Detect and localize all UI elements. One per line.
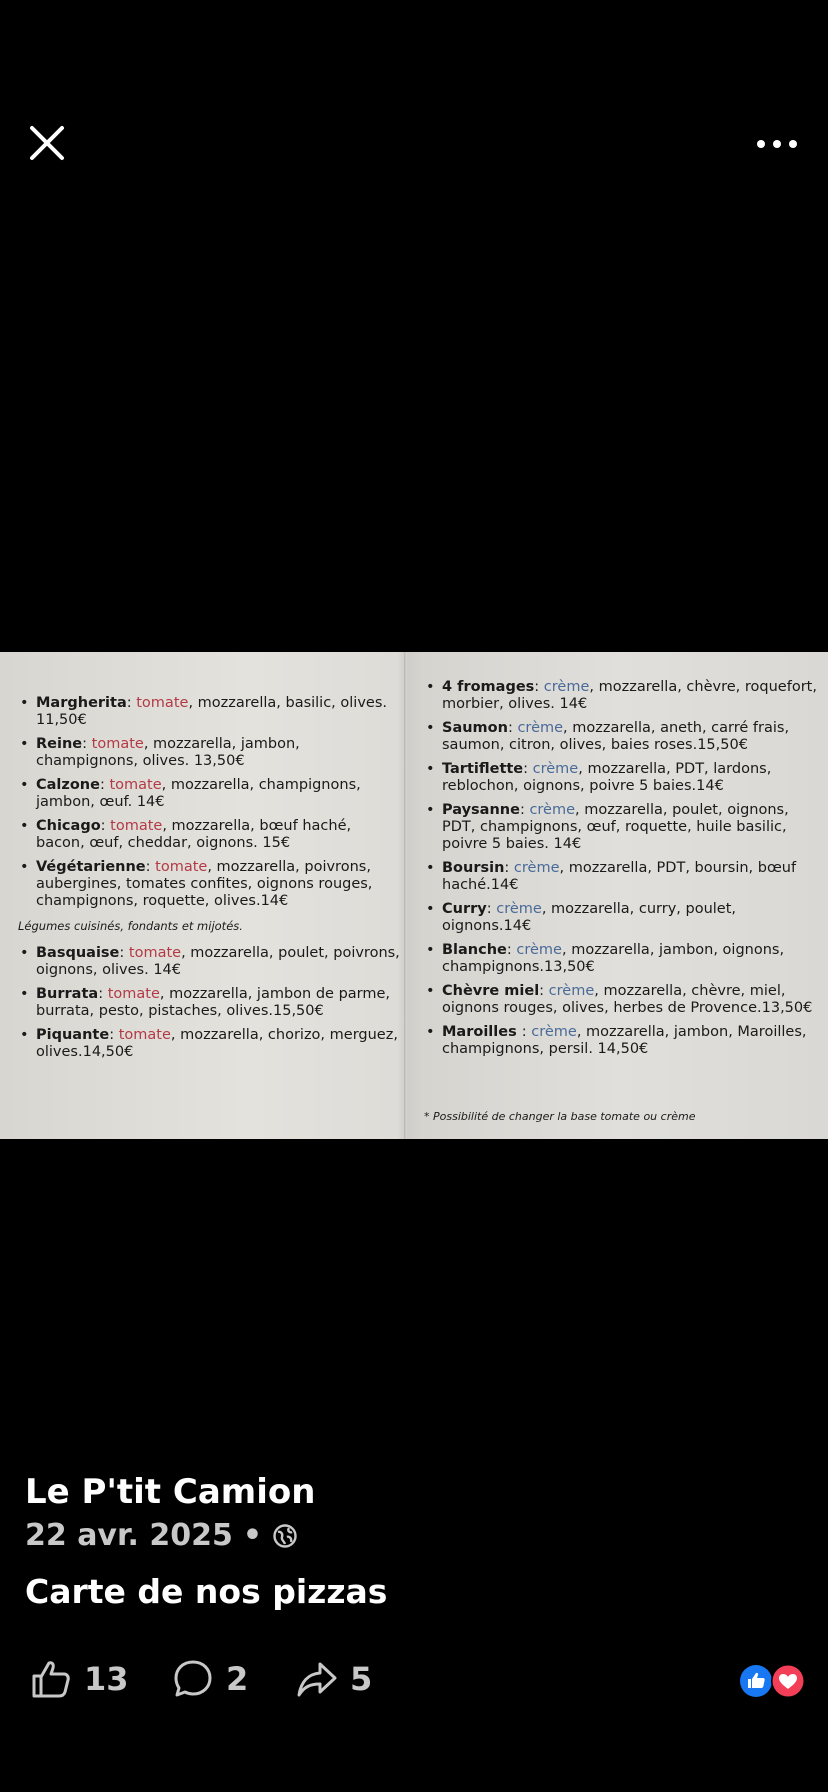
menu-item: • Saumon: crème, mozzarella, aneth, carré frais, saumon, citron, olives, baies roses.15,50€ — [426, 720, 790, 753]
pizza-name: Saumon — [442, 720, 508, 736]
like-button[interactable] — [30, 1658, 129, 1700]
pizza-name: Tartiflette — [442, 761, 524, 777]
pizza-name: Reine — [36, 736, 83, 752]
globe-icon — [272, 1523, 298, 1549]
pizza-name: Curry — [442, 901, 487, 917]
pizza-base: crème — [516, 942, 562, 958]
menu-column-left — [14, 695, 402, 1068]
comment-icon — [172, 1658, 214, 1700]
pizza-base: crème — [548, 983, 595, 999]
pizza-name: Calzone — [36, 777, 100, 793]
pizza-base: tomate — [109, 777, 162, 793]
menu-item: • Piquante: tomate, mozzarella, chorizo, merguez, olives.14,50€ — [20, 1027, 398, 1060]
menu-item: • Reine: tomate, mozzarella, jambon, champignons, olives. 13,50€ — [20, 736, 300, 769]
menu-item: • Paysanne: crème, mozzarella, poulet, oignons, PDT, champignons, œuf, roquette, huile basilic, poivre 5 baies. 14€ — [426, 802, 789, 852]
menu-item: • Chicago: tomate, mozzarella, bœuf haché, bacon, œuf, cheddar, oignons. 15€ — [20, 818, 352, 851]
pizza-desc: , mozzarella, chèvre, roquefort, morbier, olives. 14€ — [442, 679, 817, 712]
page-name-link[interactable]: Le P'tit Camion — [25, 1472, 316, 1512]
pizza-desc: , mozzarella, champignons, jambon, œuf. 14€ — [36, 777, 361, 810]
menu-item: • Boursin: crème, mozzarella, PDT, boursin, bœuf haché.14€ — [426, 860, 797, 893]
pizza-base: crème — [532, 761, 579, 777]
section-note: Légumes cuisinés, fondants et mijotés. — [18, 919, 243, 933]
pizza-base: tomate — [118, 1027, 171, 1043]
pizza-base: tomate — [110, 818, 163, 834]
more-options-button[interactable] — [752, 124, 802, 164]
menu-item: • Blanche: crème, mozzarella, jambon, oignons, champignons.13,50€ — [426, 942, 785, 975]
pizza-desc: , mozzarella, chèvre, miel, oignons rouges, olives, herbes de Provence.13,50€ — [442, 983, 813, 1016]
menu-item: • Calzone: tomate, mozzarella, champignons, jambon, œuf. 14€ — [20, 777, 361, 810]
pizza-base: tomate — [107, 986, 160, 1002]
pizza-name: Blanche — [442, 942, 507, 958]
pizza-name: Végétarienne — [36, 859, 146, 875]
close-icon — [22, 118, 72, 168]
like-count: 13 — [84, 1660, 129, 1698]
pizza-base: crème — [513, 860, 560, 876]
pizza-desc: , mozzarella, jambon, Maroilles, champignons, persil. 14,50€ — [442, 1024, 807, 1057]
pizza-base: crème — [531, 1024, 577, 1040]
close-button[interactable] — [22, 118, 72, 168]
pizza-desc: , mozzarella, PDT, boursin, bœuf haché.14€ — [442, 860, 797, 893]
pizza-desc: , mozzarella, bœuf haché, bacon, œuf, cheddar, oignons. 15€ — [36, 818, 352, 851]
pizza-name: Chèvre miel — [442, 983, 540, 999]
pizza-desc: , mozzarella, poulet, oignons, PDT, champignons, œuf, roquette, huile basilic, poivre 5 baies. 14€ — [442, 802, 789, 852]
pizza-name: Paysanne — [442, 802, 520, 818]
pizza-name: Margherita — [36, 695, 127, 711]
pizza-desc: , mozzarella, aneth, carré frais, saumon, citron, olives, baies roses.15,50€ — [442, 720, 790, 753]
menu-column-right — [420, 679, 820, 1065]
menu-item: • 4 fromages: crème, mozzarella, chèvre, roquefort, morbier, olives. 14€ — [426, 679, 817, 712]
comment-count: 2 — [226, 1660, 249, 1698]
comment-button[interactable] — [172, 1658, 248, 1700]
pizza-base: crème — [529, 802, 576, 818]
more-icon — [752, 124, 802, 164]
pizza-base: crème — [496, 901, 542, 917]
post-meta — [25, 1518, 298, 1553]
menu-item: • Burrata: tomate, mozzarella, jambon de parme, burrata, pesto, pistaches, olives.15,50€ — [20, 986, 391, 1019]
pizza-name: Maroilles — [442, 1024, 522, 1040]
menu-footnote: * Possibilité de changer la base tomate ou crème — [424, 1110, 696, 1123]
like-reaction-icon — [740, 1665, 772, 1697]
share-count: 5 — [350, 1660, 373, 1698]
meta-separator: • — [242, 1518, 263, 1553]
pizza-name: Basquaise — [36, 945, 120, 961]
pizza-desc: , mozzarella, PDT, lardons, reblochon, oignons, poivre 5 baies.14€ — [442, 761, 772, 794]
pizza-name: Burrata — [36, 986, 99, 1002]
menu-item: • Curry: crème, mozzarella, curry, poulet, oignons.14€ — [426, 901, 736, 934]
pizza-desc: , mozzarella, jambon, oignons, champignons.13,50€ — [442, 942, 785, 975]
pizza-desc: , mozzarella, basilic, olives. 11,50€ — [36, 695, 387, 728]
post-caption: Carte de nos pizzas — [25, 1572, 388, 1611]
pizza-desc: , mozzarella, curry, poulet, oignons.14€ — [442, 901, 736, 934]
pizza-desc: , mozzarella, jambon, champignons, olives. 13,50€ — [36, 736, 300, 769]
pizza-desc: , mozzarella, jambon de parme, burrata, pesto, pistaches, olives.15,50€ — [36, 986, 391, 1019]
share-icon — [296, 1658, 338, 1700]
paper-fold — [404, 652, 407, 1139]
menu-item: • Margherita: tomate, mozzarella, basilic, olives. 11,50€ — [20, 695, 387, 728]
pizza-name: Piquante — [36, 1027, 110, 1043]
pizza-desc: , mozzarella, poulet, poivrons, oignons, olives. 14€ — [36, 945, 400, 978]
post-date[interactable]: 22 avr. 2025 — [25, 1518, 233, 1553]
pizza-base: tomate — [136, 695, 189, 711]
pizza-base: crème — [543, 679, 590, 695]
post-photo[interactable] — [0, 652, 828, 1139]
pizza-base: tomate — [91, 736, 144, 752]
pizza-name: Chicago — [36, 818, 101, 834]
share-button[interactable] — [296, 1658, 372, 1700]
thumbs-up-icon — [30, 1658, 72, 1700]
pizza-base: tomate — [155, 859, 208, 875]
pizza-desc: , mozzarella, chorizo, merguez, olives.14,50€ — [36, 1027, 398, 1060]
menu-item: • Basquaise: tomate, mozzarella, poulet, poivrons, oignons, olives. 14€ — [20, 945, 400, 978]
menu-item: • Maroilles : crème, mozzarella, jambon, Maroilles, champignons, persil. 14,50€ — [426, 1024, 807, 1057]
reactions-summary[interactable] — [738, 1663, 808, 1699]
pizza-name: Boursin — [442, 860, 505, 876]
pizza-desc: , mozzarella, poivrons, aubergines, tomates confites, oignons rouges, champignons, roquette, olives.14€ — [36, 859, 373, 909]
menu-item: • Végétarienne: tomate, mozzarella, poivrons, aubergines, tomates confites, oignons rouges, champignons, roquette, olives.14€ — [20, 859, 373, 909]
menu-item: • Chèvre miel: crème, mozzarella, chèvre, miel, oignons rouges, olives, herbes de Provence.13,50€ — [426, 983, 813, 1016]
pizza-base: crème — [517, 720, 564, 736]
love-reaction-icon — [771, 1664, 805, 1698]
pizza-name: 4 fromages — [442, 679, 535, 695]
menu-item: • Tartiflette: crème, mozzarella, PDT, lardons, reblochon, oignons, poivre 5 baies.14€ — [426, 761, 772, 794]
pizza-base: tomate — [128, 945, 182, 961]
